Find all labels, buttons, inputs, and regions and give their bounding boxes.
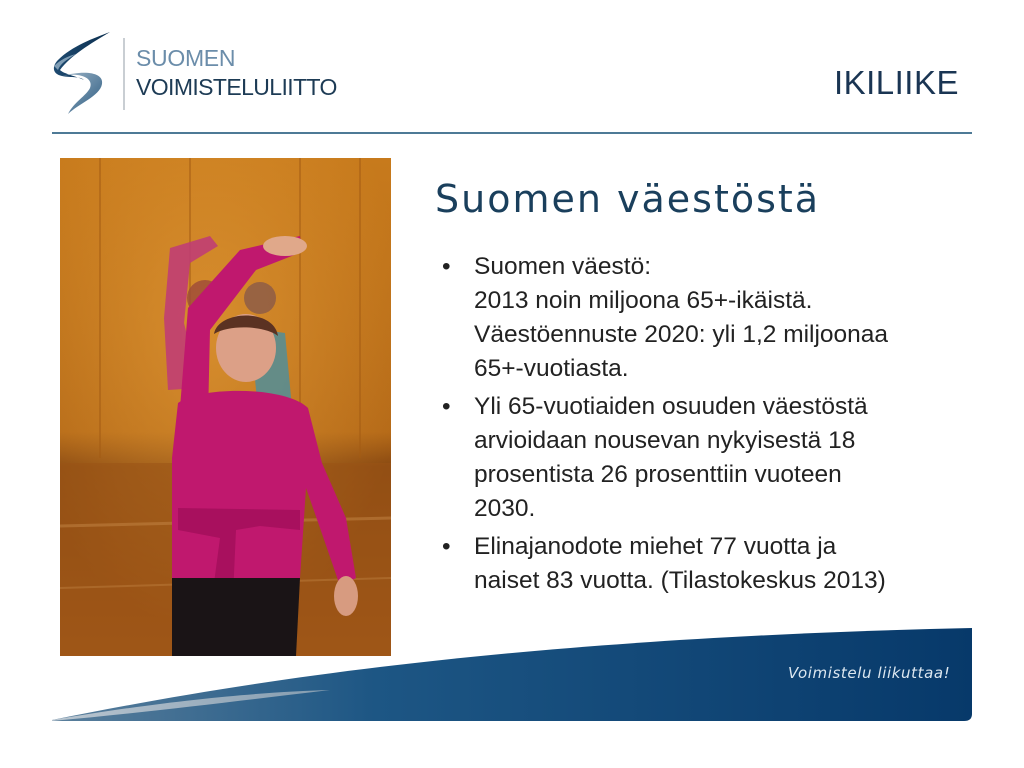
bullet-text: 2013 noin miljoona 65+-ikäistä. xyxy=(474,287,813,314)
bullet-dot-icon: • xyxy=(442,393,451,420)
footer-tagline: Voimistelu liikuttaa! xyxy=(788,664,951,682)
header-divider xyxy=(52,132,972,134)
bullet-text: Elinajanodote miehet 77 vuotta ja xyxy=(474,533,837,560)
logo-swirl-icon xyxy=(50,30,112,116)
bullet-text: 2030. xyxy=(474,495,536,522)
bullet-item xyxy=(440,530,980,598)
header-title: IKILIIKE xyxy=(833,64,959,101)
bullet-dot-icon: • xyxy=(442,533,451,560)
bullet-text: naiset 83 vuotta. (Tilastokeskus 2013) xyxy=(474,567,886,594)
bullet-text: Suomen väestö: xyxy=(474,253,652,280)
bullet-text: Yli 65-vuotiaiden osuuden väestöstä xyxy=(474,393,868,420)
bullet-item xyxy=(440,390,980,526)
bullet-dot-icon: • xyxy=(442,253,451,280)
bullet-item xyxy=(440,250,980,386)
bullet-text: 65+-vuotiasta. xyxy=(474,355,629,382)
bullet-text: Väestöennuste 2020: yli 1,2 miljoonaa xyxy=(474,321,889,348)
logo-text-suomen: SUOMEN xyxy=(136,45,236,71)
slide-title: Suomen väestöstä xyxy=(435,177,821,221)
bullet-list xyxy=(440,250,980,602)
logo-text-voimisteluliitto: VOIMISTELULIITTO xyxy=(136,74,337,100)
logo-divider xyxy=(123,38,125,110)
bullet-text: arvioidaan nousevan nykyisestä 18 xyxy=(474,427,856,454)
bullet-text: prosentista 26 prosenttiin vuoteen xyxy=(474,461,842,488)
photo-gymnast xyxy=(60,158,391,656)
